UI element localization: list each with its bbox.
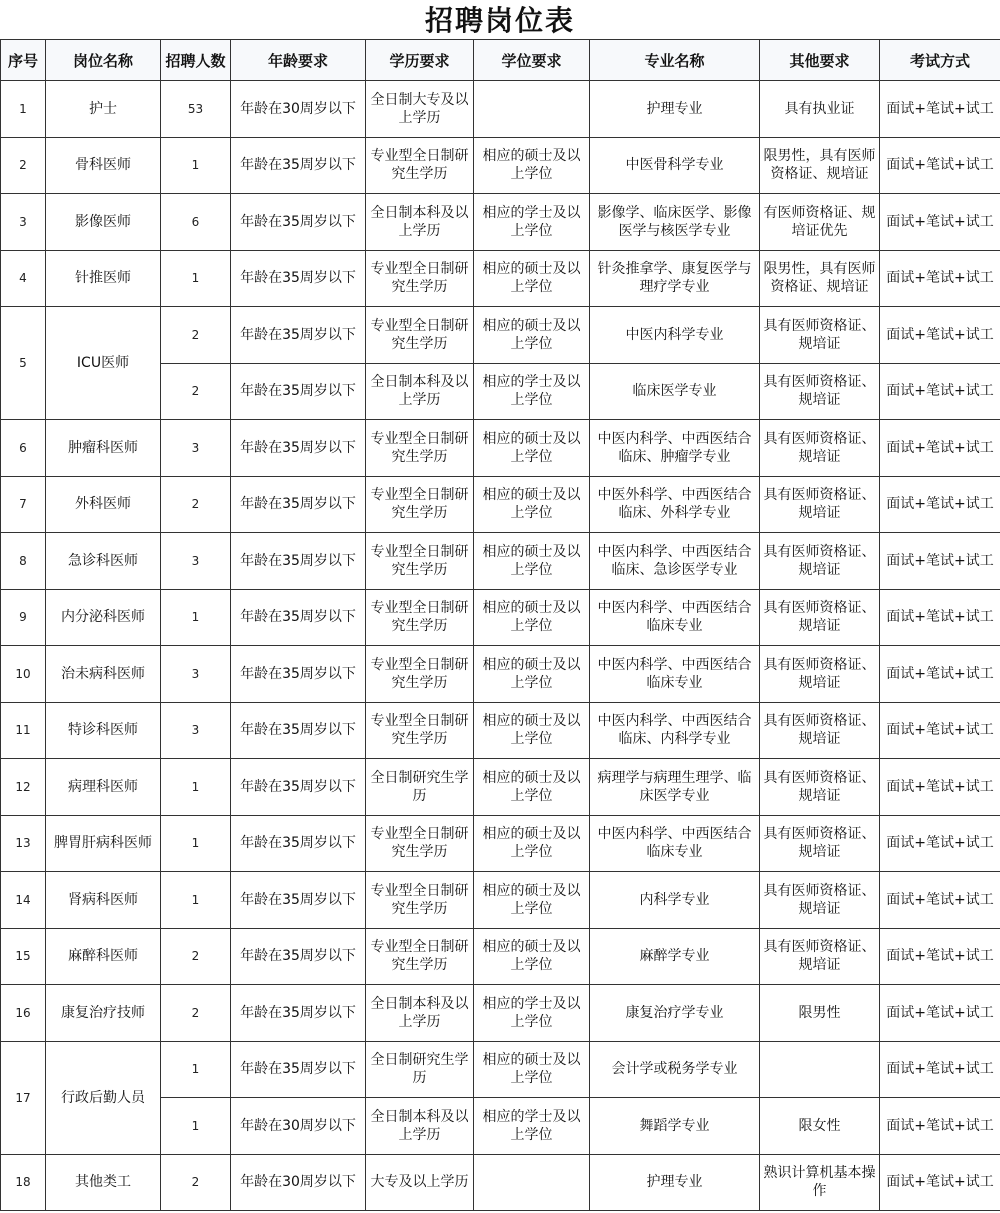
cell-education: 全日制研究生学历 (366, 759, 474, 816)
cell-degree (474, 1154, 590, 1211)
cell-no: 15 (1, 928, 46, 985)
cell-count: 1 (161, 1098, 231, 1155)
cell-other: 具有医师资格证、规培证 (760, 476, 880, 533)
cell-age: 年龄在35周岁以下 (231, 194, 366, 251)
table-row (1, 1041, 1000, 1098)
page-title: 招聘岗位表 (424, 4, 575, 37)
cell-education: 专业型全日制研究生学历 (366, 872, 474, 929)
header-post: 岗位名称 (46, 40, 161, 81)
cell-other: 具有医师资格证、规培证 (760, 702, 880, 759)
cell-count: 2 (161, 985, 231, 1042)
cell-major: 临床医学专业 (590, 363, 760, 420)
cell-exam: 面试+笔试+试工 (880, 702, 1000, 759)
header-other: 其他要求 (760, 40, 880, 81)
cell-no: 7 (1, 476, 46, 533)
cell-count: 1 (161, 759, 231, 816)
cell-count: 6 (161, 194, 231, 251)
cell-post: 康复治疗技师 (46, 985, 161, 1042)
cell-degree: 相应的硕士及以上学位 (474, 872, 590, 929)
cell-age: 年龄在35周岁以下 (231, 250, 366, 307)
cell-age: 年龄在30周岁以下 (231, 81, 366, 138)
cell-other: 具有执业证 (760, 81, 880, 138)
header-exam: 考试方式 (880, 40, 1000, 81)
cell-degree: 相应的硕士及以上学位 (474, 1041, 590, 1098)
cell-major: 护理专业 (590, 81, 760, 138)
header-degree: 学位要求 (474, 40, 590, 81)
cell-major: 中医内科学、中西医结合临床、肿瘤学专业 (590, 420, 760, 477)
cell-count: 3 (161, 702, 231, 759)
cell-education: 专业型全日制研究生学历 (366, 420, 474, 477)
cell-other: 具有医师资格证、规培证 (760, 533, 880, 590)
cell-post: ICU医师 (46, 307, 161, 420)
cell-no: 2 (1, 137, 46, 194)
cell-major: 中医内科学、中西医结合临床专业 (590, 815, 760, 872)
cell-no: 14 (1, 872, 46, 929)
cell-degree: 相应的硕士及以上学位 (474, 589, 590, 646)
cell-post: 特诊科医师 (46, 702, 161, 759)
cell-degree: 相应的硕士及以上学位 (474, 646, 590, 703)
cell-age: 年龄在35周岁以下 (231, 137, 366, 194)
cell-post: 脾胃肝病科医师 (46, 815, 161, 872)
cell-no: 9 (1, 589, 46, 646)
table-row (1, 1154, 1000, 1211)
table-row (1, 533, 1000, 590)
cell-education: 全日制本科及以上学历 (366, 1098, 474, 1155)
cell-other: 限男性，具有医师资格证、规培证 (760, 250, 880, 307)
cell-post: 内分泌科医师 (46, 589, 161, 646)
cell-other: 具有医师资格证、规培证 (760, 307, 880, 364)
cell-exam: 面试+笔试+试工 (880, 81, 1000, 138)
cell-other: 限女性 (760, 1098, 880, 1155)
cell-age: 年龄在35周岁以下 (231, 759, 366, 816)
cell-degree: 相应的硕士及以上学位 (474, 137, 590, 194)
cell-post: 其他类工 (46, 1154, 161, 1211)
cell-exam: 面试+笔试+试工 (880, 1041, 1000, 1098)
cell-exam: 面试+笔试+试工 (880, 533, 1000, 590)
recruitment-table (0, 39, 1000, 1211)
cell-major: 康复治疗学专业 (590, 985, 760, 1042)
cell-count: 2 (161, 476, 231, 533)
cell-age: 年龄在35周岁以下 (231, 928, 366, 985)
table-body (1, 81, 1000, 1211)
cell-exam: 面试+笔试+试工 (880, 476, 1000, 533)
cell-education: 专业型全日制研究生学历 (366, 589, 474, 646)
cell-degree: 相应的硕士及以上学位 (474, 815, 590, 872)
cell-major: 中医骨科学专业 (590, 137, 760, 194)
cell-age: 年龄在35周岁以下 (231, 985, 366, 1042)
cell-count: 2 (161, 928, 231, 985)
cell-no: 10 (1, 646, 46, 703)
cell-other (760, 1041, 880, 1098)
cell-count: 3 (161, 420, 231, 477)
cell-age: 年龄在35周岁以下 (231, 646, 366, 703)
cell-major: 中医内科学专业 (590, 307, 760, 364)
cell-exam: 面试+笔试+试工 (880, 250, 1000, 307)
cell-exam: 面试+笔试+试工 (880, 928, 1000, 985)
cell-count: 3 (161, 533, 231, 590)
cell-major: 影像学、临床医学、影像医学与核医学专业 (590, 194, 760, 251)
cell-age: 年龄在35周岁以下 (231, 476, 366, 533)
cell-other: 具有医师资格证、规培证 (760, 759, 880, 816)
cell-post: 影像医师 (46, 194, 161, 251)
cell-count: 1 (161, 250, 231, 307)
cell-exam: 面试+笔试+试工 (880, 985, 1000, 1042)
cell-exam: 面试+笔试+试工 (880, 1098, 1000, 1155)
cell-other: 限男性 (760, 985, 880, 1042)
cell-education: 专业型全日制研究生学历 (366, 928, 474, 985)
cell-other: 具有医师资格证、规培证 (760, 872, 880, 929)
cell-post: 外科医师 (46, 476, 161, 533)
cell-education: 专业型全日制研究生学历 (366, 137, 474, 194)
cell-count: 1 (161, 589, 231, 646)
header-education: 学历要求 (366, 40, 474, 81)
cell-major: 麻醉学专业 (590, 928, 760, 985)
table-row (1, 985, 1000, 1042)
cell-major: 舞蹈学专业 (590, 1098, 760, 1155)
cell-no: 6 (1, 420, 46, 477)
cell-age: 年龄在35周岁以下 (231, 872, 366, 929)
cell-post: 麻醉科医师 (46, 928, 161, 985)
cell-no: 1 (1, 81, 46, 138)
cell-no: 4 (1, 250, 46, 307)
cell-exam: 面试+笔试+试工 (880, 1154, 1000, 1211)
table-row (1, 702, 1000, 759)
cell-no: 18 (1, 1154, 46, 1211)
cell-no: 17 (1, 1041, 46, 1154)
cell-post: 护士 (46, 81, 161, 138)
cell-exam: 面试+笔试+试工 (880, 815, 1000, 872)
table-row (1, 759, 1000, 816)
cell-major: 病理学与病理生理学、临床医学专业 (590, 759, 760, 816)
cell-major: 内科学专业 (590, 872, 760, 929)
cell-degree (474, 81, 590, 138)
cell-degree: 相应的硕士及以上学位 (474, 928, 590, 985)
cell-degree: 相应的学士及以上学位 (474, 363, 590, 420)
table-row (1, 928, 1000, 985)
cell-degree: 相应的学士及以上学位 (474, 985, 590, 1042)
cell-exam: 面试+笔试+试工 (880, 363, 1000, 420)
cell-major: 中医外科学、中西医结合临床、外科学专业 (590, 476, 760, 533)
cell-post: 治未病科医师 (46, 646, 161, 703)
cell-degree: 相应的硕士及以上学位 (474, 476, 590, 533)
cell-other: 熟识计算机基本操作 (760, 1154, 880, 1211)
cell-other: 具有医师资格证、规培证 (760, 589, 880, 646)
cell-count: 1 (161, 815, 231, 872)
cell-major: 中医内科学、中西医结合临床、急诊医学专业 (590, 533, 760, 590)
cell-post: 病理科医师 (46, 759, 161, 816)
cell-age: 年龄在35周岁以下 (231, 363, 366, 420)
cell-age: 年龄在35周岁以下 (231, 702, 366, 759)
cell-major: 护理专业 (590, 1154, 760, 1211)
cell-count: 2 (161, 307, 231, 364)
cell-age: 年龄在35周岁以下 (231, 420, 366, 477)
cell-exam: 面试+笔试+试工 (880, 307, 1000, 364)
cell-degree: 相应的硕士及以上学位 (474, 420, 590, 477)
cell-no: 16 (1, 985, 46, 1042)
cell-degree: 相应的硕士及以上学位 (474, 307, 590, 364)
cell-major: 中医内科学、中西医结合临床专业 (590, 646, 760, 703)
cell-age: 年龄在35周岁以下 (231, 1041, 366, 1098)
cell-degree: 相应的学士及以上学位 (474, 194, 590, 251)
cell-other: 具有医师资格证、规培证 (760, 928, 880, 985)
cell-exam: 面试+笔试+试工 (880, 137, 1000, 194)
cell-exam: 面试+笔试+试工 (880, 589, 1000, 646)
cell-post: 行政后勤人员 (46, 1041, 161, 1154)
cell-count: 1 (161, 137, 231, 194)
cell-education: 全日制本科及以上学历 (366, 194, 474, 251)
cell-count: 3 (161, 646, 231, 703)
cell-education: 专业型全日制研究生学历 (366, 815, 474, 872)
cell-exam: 面试+笔试+试工 (880, 420, 1000, 477)
cell-other: 具有医师资格证、规培证 (760, 363, 880, 420)
header-no: 序号 (1, 40, 46, 81)
cell-age: 年龄在35周岁以下 (231, 533, 366, 590)
cell-education: 全日制本科及以上学历 (366, 985, 474, 1042)
cell-other: 有医师资格证、规培证优先 (760, 194, 880, 251)
header-major: 专业名称 (590, 40, 760, 81)
table-row (1, 81, 1000, 138)
cell-degree: 相应的硕士及以上学位 (474, 533, 590, 590)
cell-exam: 面试+笔试+试工 (880, 646, 1000, 703)
table-row (1, 872, 1000, 929)
cell-other: 具有医师资格证、规培证 (760, 815, 880, 872)
table-row (1, 476, 1000, 533)
cell-post: 急诊科医师 (46, 533, 161, 590)
cell-age: 年龄在35周岁以下 (231, 815, 366, 872)
cell-age: 年龄在30周岁以下 (231, 1154, 366, 1211)
cell-education: 专业型全日制研究生学历 (366, 307, 474, 364)
cell-education: 专业型全日制研究生学历 (366, 250, 474, 307)
cell-degree: 相应的硕士及以上学位 (474, 759, 590, 816)
table-row (1, 194, 1000, 251)
cell-count: 2 (161, 1154, 231, 1211)
table-row (1, 250, 1000, 307)
cell-count: 53 (161, 81, 231, 138)
cell-education: 大专及以上学历 (366, 1154, 474, 1211)
cell-other: 限男性，具有医师资格证、规培证 (760, 137, 880, 194)
cell-other: 具有医师资格证、规培证 (760, 646, 880, 703)
cell-education: 专业型全日制研究生学历 (366, 476, 474, 533)
cell-other: 具有医师资格证、规培证 (760, 420, 880, 477)
cell-degree: 相应的学士及以上学位 (474, 1098, 590, 1155)
cell-degree: 相应的硕士及以上学位 (474, 250, 590, 307)
cell-major: 针灸推拿学、康复医学与理疗学专业 (590, 250, 760, 307)
cell-exam: 面试+笔试+试工 (880, 759, 1000, 816)
cell-education: 全日制大专及以上学历 (366, 81, 474, 138)
table-row (1, 137, 1000, 194)
cell-no: 8 (1, 533, 46, 590)
cell-education: 全日制研究生学历 (366, 1041, 474, 1098)
header-count: 招聘人数 (161, 40, 231, 81)
cell-age: 年龄在30周岁以下 (231, 1098, 366, 1155)
table-row (1, 646, 1000, 703)
cell-age: 年龄在35周岁以下 (231, 589, 366, 646)
cell-post: 针推医师 (46, 250, 161, 307)
cell-post: 肿瘤科医师 (46, 420, 161, 477)
header-age: 年龄要求 (231, 40, 366, 81)
cell-age: 年龄在35周岁以下 (231, 307, 366, 364)
cell-no: 12 (1, 759, 46, 816)
header-row (1, 40, 1000, 81)
cell-post: 肾病科医师 (46, 872, 161, 929)
cell-count: 1 (161, 872, 231, 929)
cell-no: 3 (1, 194, 46, 251)
cell-count: 1 (161, 1041, 231, 1098)
cell-education: 全日制本科及以上学历 (366, 363, 474, 420)
cell-education: 专业型全日制研究生学历 (366, 646, 474, 703)
cell-major: 中医内科学、中西医结合临床专业 (590, 589, 760, 646)
cell-exam: 面试+笔试+试工 (880, 872, 1000, 929)
table-row (1, 815, 1000, 872)
table-row (1, 307, 1000, 364)
table-row (1, 420, 1000, 477)
cell-education: 专业型全日制研究生学历 (366, 533, 474, 590)
cell-no: 13 (1, 815, 46, 872)
table-row (1, 589, 1000, 646)
cell-no: 5 (1, 307, 46, 420)
cell-major: 会计学或税务学专业 (590, 1041, 760, 1098)
cell-count: 2 (161, 363, 231, 420)
cell-no: 11 (1, 702, 46, 759)
cell-exam: 面试+笔试+试工 (880, 194, 1000, 251)
cell-major: 中医内科学、中西医结合临床、内科学专业 (590, 702, 760, 759)
cell-degree: 相应的硕士及以上学位 (474, 702, 590, 759)
cell-education: 专业型全日制研究生学历 (366, 702, 474, 759)
cell-post: 骨科医师 (46, 137, 161, 194)
